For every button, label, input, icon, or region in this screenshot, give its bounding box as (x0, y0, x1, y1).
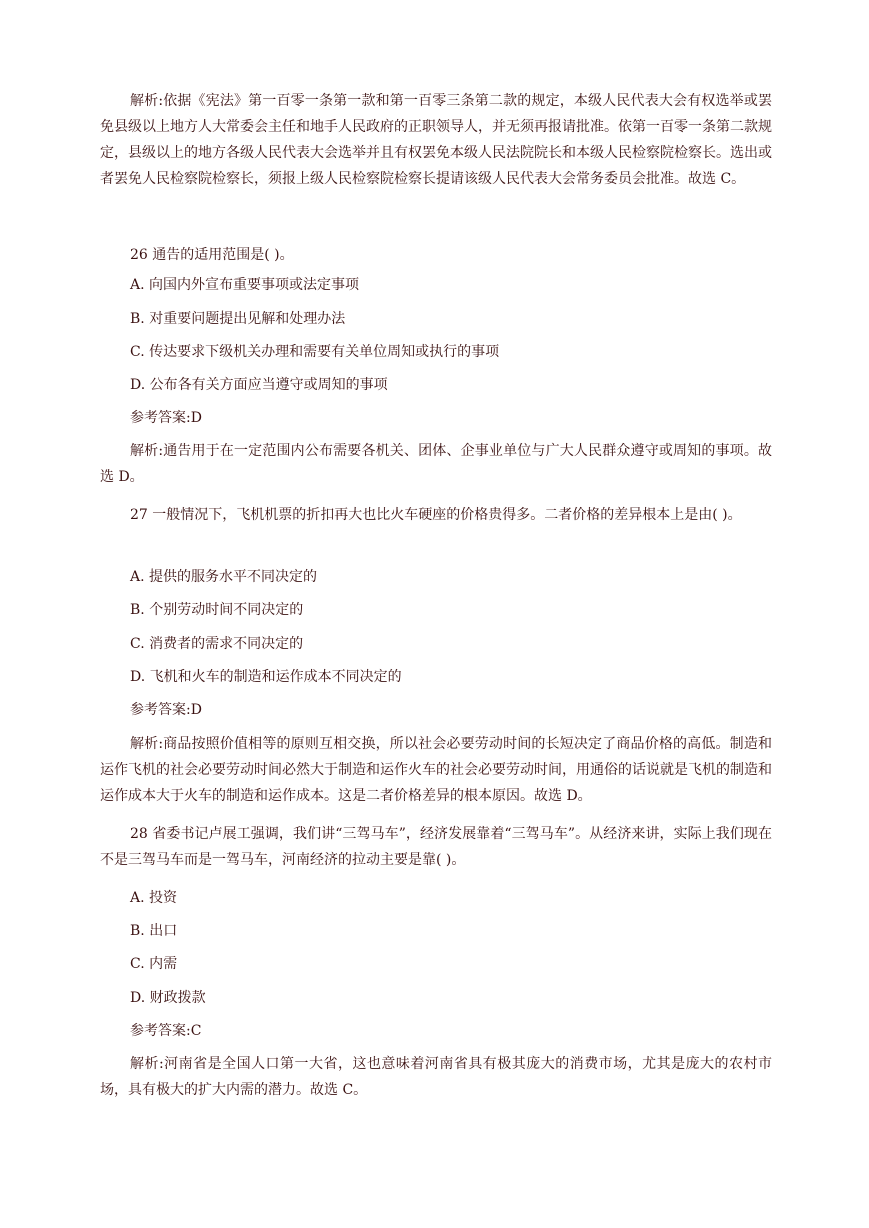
question-27-option-d: D. 飞机和火车的制造和运作成本不同决定的 (130, 669, 402, 685)
question-28-option-d: D. 财政拨款 (130, 990, 206, 1006)
question-26-option-d: D. 公布各有关方面应当遵守或周知的事项 (130, 377, 388, 393)
question-26-option-c: C. 传达要求下级机关办理和需要有关单位周知或执行的事项 (130, 344, 500, 360)
question-28-answer: 参考答案:C (130, 1023, 202, 1039)
question-27-answer: 参考答案:D (130, 702, 202, 718)
question-26-option-a: A. 向国内外宣布重要事项或法定事项 (130, 277, 360, 293)
analysis-paragraph-28: 解析:河南省是全国人口第一大省，这也意味着河南省具有极其庞大的消费市场，尤其是庞大的农村市场，具有极大的扩大内需的潜力。故选 C。 (100, 1056, 772, 1098)
question-27: 27 一般情况下，飞机机票的折扣再大也比火车硬座的价格贵得多。二者价格的差异根本上是由( )。 (130, 507, 742, 523)
question-28-option-a: A. 投资 (130, 890, 178, 906)
question-26-option-b: B. 对重要问题提出见解和处理办法 (130, 311, 346, 327)
question-28-option-b: B. 出口 (130, 923, 178, 939)
question-27-option-a: A. 提供的服务水平不同决定的 (130, 569, 318, 585)
question-27-option-c: C. 消费者的需求不同决定的 (130, 636, 304, 652)
question-27-option-b: B. 个别劳动时间不同决定的 (130, 602, 304, 618)
analysis-paragraph-27: 解析:商品按照价值相等的原则互相交换，所以社会必要劳动时间的长短决定了商品价格的高低。制造和运作飞机的社会必要劳动时间必然大于制造和运作火车的社会必要劳动时间，用通俗的话说就是飞机的制造和运作成本大于火车的制造和运作成本。这是二者价格差异的根本原因。故选 D。 (100, 736, 772, 804)
analysis-paragraph-26: 解析:通告用于在一定范围内公布需要各机关、团体、企事业单位与广大人民群众遵守或周知的事项。故选 D。 (100, 443, 772, 485)
question-28-option-c: C. 内需 (130, 956, 178, 972)
question-26-answer: 参考答案:D (130, 410, 202, 426)
analysis-paragraph-25: 解析:依据《宪法》第一百零一条第一款和第一百零三条第二款的规定，本级人民代表大会有权选举或罢免县级以上地方人大常委会主任和地手人民政府的正职领导人，并无须再报请批准。依第一百零一条第二款规定，县级以上的地方各级人民代表大会选举并且有权罢免本级人民法院院长和本级人民检察院检察长。选出或者罢免人民检察院检察长，须报上级人民检察院检察长提请该级人民代表大会常务委员会批准。故选 C。 (100, 93, 772, 187)
question-28: 28 省委书记卢展工强调，我们讲“三驾马车”，经济发展靠着“三驾马车”。从经济来讲，实际上我们现在不是三驾马车而是一驾马车，河南经济的拉动主要是靠( )。 (100, 826, 772, 868)
question-26: 26 通告的适用范围是( )。 (130, 247, 294, 263)
